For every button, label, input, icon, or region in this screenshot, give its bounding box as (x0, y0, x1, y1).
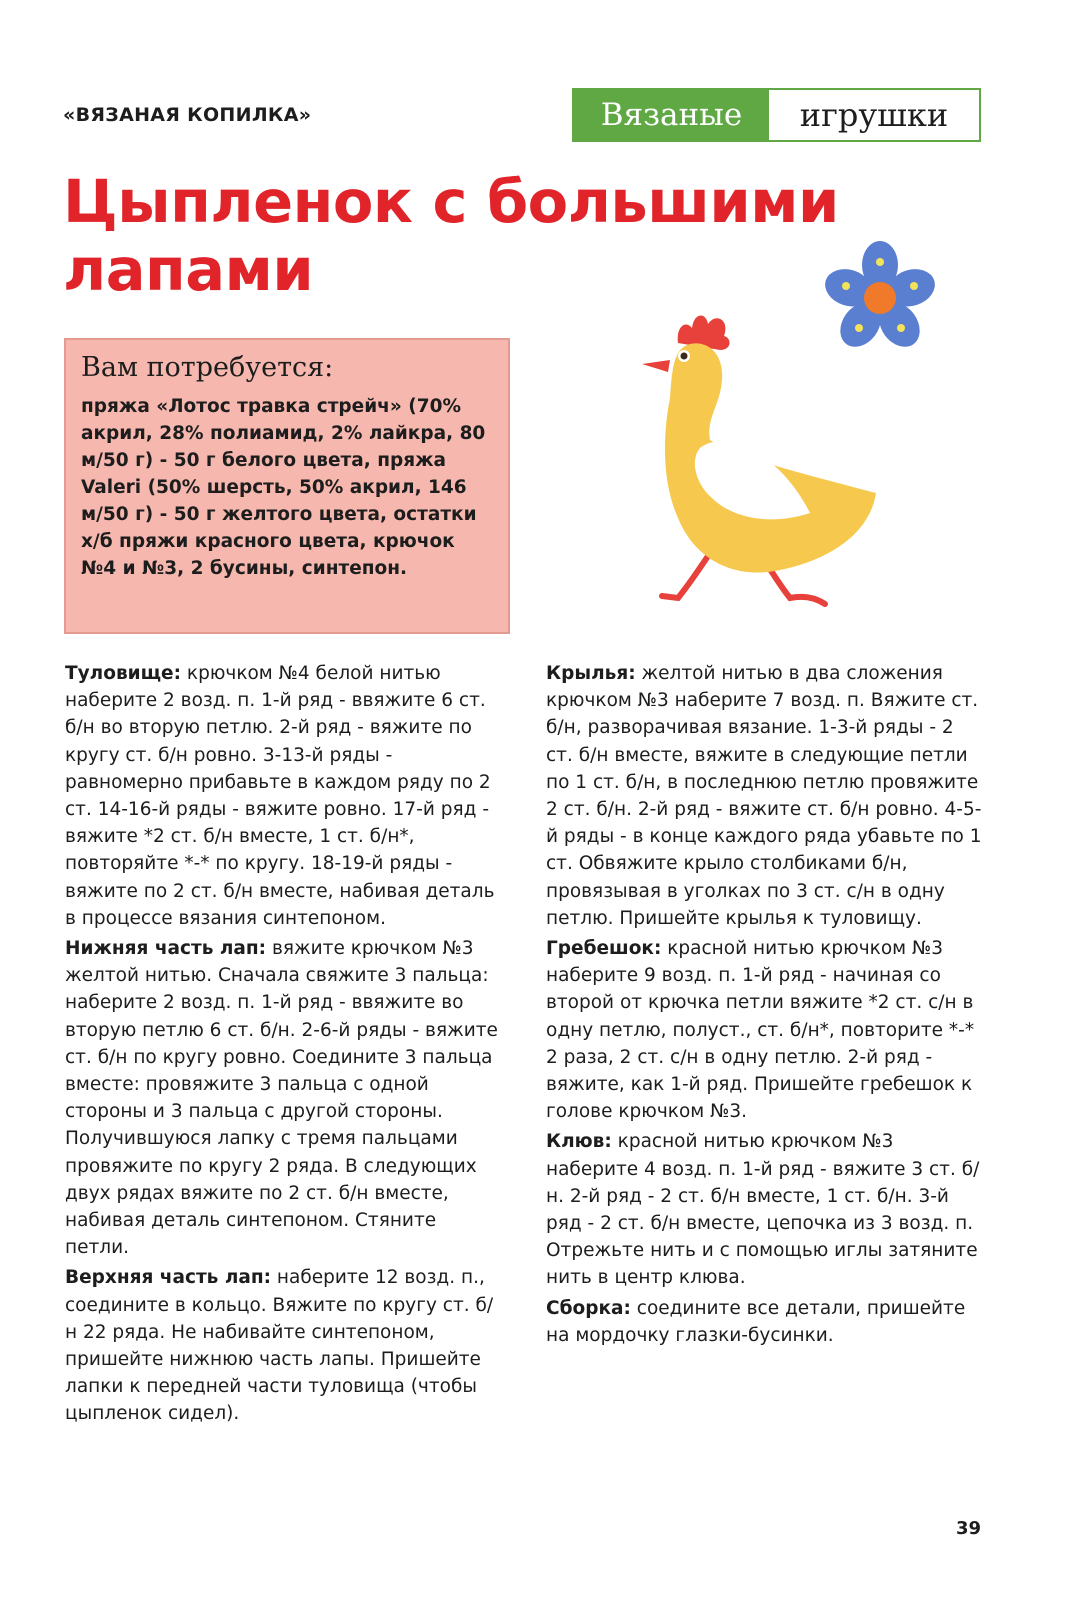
instructions-column-1 (65, 660, 505, 1431)
section-heading: Сборка: (546, 1297, 631, 1319)
section-heading: Нижняя часть лап: (65, 938, 267, 960)
section-text: соедините все детали, пришейте на мордочку глазки-бусинки. (546, 1297, 966, 1346)
section-text: желтой нитью в два сложения крючком №3 наберите 7 возд. п. Вяжите ст. б/н, разворачивая вязание. 1-3-й ряды - 2 ст. б/н вместе, вяжите в следующие петли по 1 ст. б/н, в последнюю петлю провяжите 2 ст. б/н. 2-й ряд - вяжите ст. б/н ровно. 4-5-й ряды - в конце каждого ряда убавьте по 1 ст. Обвяжите крыло столбиками б/н, провязывая в уголках по 3 ст. с/н в одну петлю. Пришейте крылья к туловищу. (546, 663, 982, 929)
section-heading: Клюв: (546, 1131, 612, 1153)
section-text: красной нитью крючком №3 наберите 9 возд. п. 1-й ряд - начиная со второй от крючка петли вяжите *2 ст. с/н в одну петлю, полуст., ст. б/н*, повторите *-* 2 раза, 2 ст. с/н в одну петлю. 2-й ряд - вяжите, как 1-й ряд. Пришейте гребешок к голове крючком №3. (546, 938, 975, 1123)
section-wings (546, 660, 986, 932)
section-heading: Туловище: (65, 663, 182, 684)
series-title: «ВЯЗАНАЯ КОПИЛКА» (63, 104, 312, 126)
section-text: крючком №4 белой нитью наберите 2 возд. п. 1-й ряд - ввяжите 6 ст. б/н во вторую петлю. 2-й ряд - вяжите по кругу ст. б/н ровно. 3-13-й ряды - равномерно прибавьте в каждом ряду по 2 ст. 14-16-й ряды - вяжите ровно. 17-й ряд - вяжите *2 ст. б/н вместе, 1 ст. б/н*, повторяйте *-* по кругу. 18-19-й ряды - вяжите по 2 ст. б/н вместе, набивая деталь в процессе вязания синтепоном. (65, 663, 495, 929)
rubric-label (572, 88, 981, 142)
section-body (65, 660, 505, 932)
section-lower-feet (65, 935, 505, 1261)
section-text: красной нитью крючком №3 наберите 4 возд. п. 1-й ряд - вяжите 3 ст. б/н. 2-й ряд - 2 ст. б/н вместе, 1 ст. б/н. 3-й ряд - 2 ст. б/н вместе, цепочка из 3 возд. п. Отрежьте нить и с помощью иглы затяните нить в центр клюва. (546, 1131, 980, 1289)
page-number: 39 (956, 1518, 982, 1539)
section-heading: Гребешок: (546, 938, 662, 960)
materials-box (64, 338, 510, 634)
section-text: вяжите крючком №3 желтой нитью. Сначала свяжите 3 пальца: наберите 2 возд. п. 1-й ряд - ввяжите во вторую петлю 6 ст. б/н. 2-6-й ряды - вяжите ст. б/н по кругу ровно. Соедините 3 пальца вместе: провяжите 3 пальца с одной стороны и 3 пальца с другой стороны. Получившуюся лапку с тремя пальцами провяжите по кругу 2 ряда. В следующих двух рядах вяжите по 2 ст. б/н вместе, набивая деталь синтепоном. Стяните петли. (65, 938, 498, 1259)
section-text: наберите 12 возд. п., соедините в кольцо. Вяжите по кругу ст. б/н 22 ряда. Не набивайте синтепоном, пришейте нижнюю часть лапы. Пришейте лапки к передней части туловища (чтобы цыпленок сидел). (65, 1267, 494, 1425)
chick-illustration (640, 298, 890, 623)
section-upper-feet (65, 1264, 505, 1427)
materials-text: пряжа «Лотос травка стрейч» (70% акрил, 28% полиамид, 2% лайкра, 80 м/50 г) - 50 г белого цвета, пряжа Valeri (50% шерсть, 50% акрил, 146 м/50 г) - 50 г желтого цвета, остатки х/б пряжи красного цвета, крючок №4 и №3, 2 бусины, синтепон. (81, 396, 486, 579)
page-title (63, 168, 843, 304)
section-heading: Верхняя часть лап: (65, 1267, 272, 1289)
title-line-1: Цыпленок с большими (63, 167, 839, 236)
section-beak (546, 1128, 986, 1291)
instructions-column-2 (546, 660, 986, 1352)
section-comb (546, 935, 986, 1125)
title-line-2: лапами (63, 235, 314, 304)
rubric-right: игрушки (769, 90, 979, 140)
section-assembly (546, 1295, 986, 1349)
section-heading: Крылья: (546, 663, 636, 684)
rubric-left: Вязаные (574, 90, 769, 140)
materials-title: Вам потребуется: (81, 352, 334, 383)
